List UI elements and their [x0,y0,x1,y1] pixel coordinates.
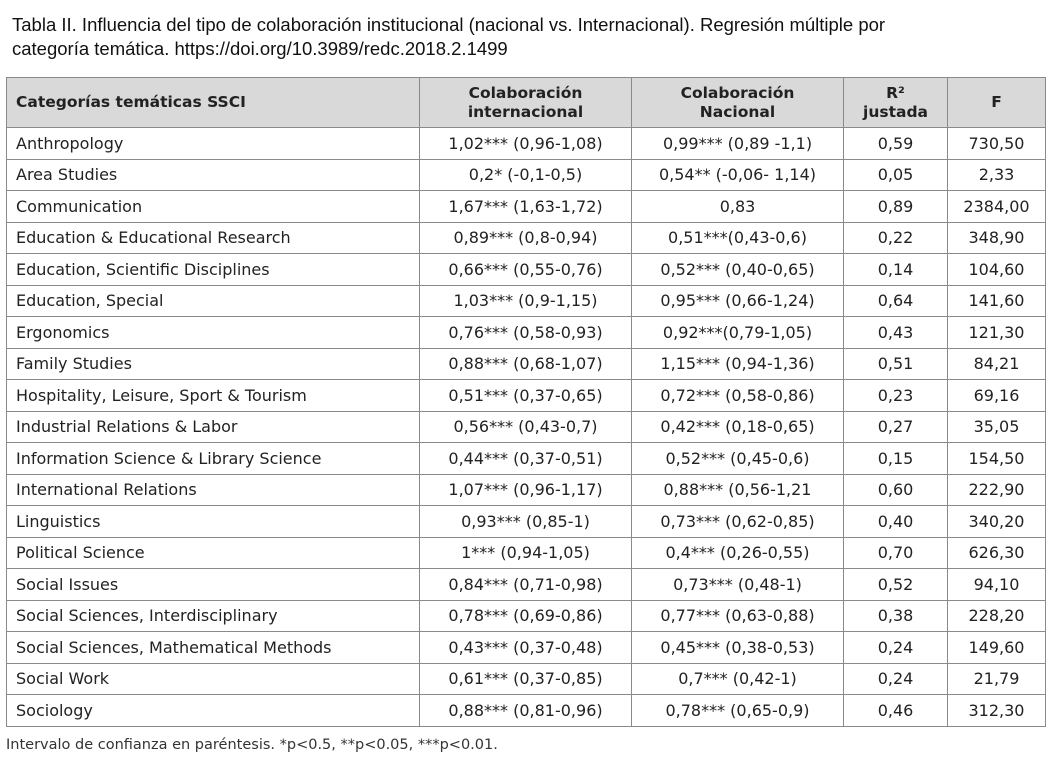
cell-international: 1,67*** (1,63-1,72) [420,191,632,223]
cell-category: Communication [7,191,420,223]
cell-f: 121,30 [948,317,1046,349]
table-caption [12,13,1032,61]
cell-category: Social Work [7,663,420,695]
header-national-line-1: Colaboración [680,83,795,102]
cell-national: 0,88*** (0,56-1,21 [632,474,844,506]
cell-national: 0,78*** (0,65-0,9) [632,695,844,727]
cell-category: Education & Educational Research [7,222,420,254]
header-category: Categorías temáticas SSCI [7,78,420,128]
cell-national: 0,42*** (0,18-0,65) [632,411,844,443]
table-row [7,695,1046,727]
cell-national: 0,54** (-0,06- 1,14) [632,159,844,191]
cell-f: 312,30 [948,695,1046,727]
table-row [7,348,1046,380]
cell-r2: 0,27 [844,411,948,443]
header-r2 [844,78,948,128]
header-row [7,78,1046,128]
cell-category: Area Studies [7,159,420,191]
header-international-line-1: Colaboración [468,83,583,102]
table-row [7,506,1046,538]
caption-line-2: categoría temática. https://doi.org/10.3989/redc.2018.2.1499 [12,38,508,59]
cell-f: 21,79 [948,663,1046,695]
cell-national: 0,92***(0,79-1,05) [632,317,844,349]
cell-category: Industrial Relations & Labor [7,411,420,443]
header-f: F [948,78,1046,128]
cell-r2: 0,60 [844,474,948,506]
cell-national: 0,95*** (0,66-1,24) [632,285,844,317]
cell-international: 0,66*** (0,55-0,76) [420,254,632,286]
cell-r2: 0,38 [844,600,948,632]
header-international-line-2: internacional [467,102,584,121]
table-row [7,380,1046,412]
cell-category: Hospitality, Leisure, Sport & Tourism [7,380,420,412]
table-row [7,222,1046,254]
cell-international: 0,44*** (0,37-0,51) [420,443,632,475]
cell-f: 340,20 [948,506,1046,538]
cell-f: 84,21 [948,348,1046,380]
cell-international: 1,07*** (0,96-1,17) [420,474,632,506]
cell-f: 154,50 [948,443,1046,475]
cell-category: Education, Scientific Disciplines [7,254,420,286]
table-row [7,191,1046,223]
cell-category: Sociology [7,695,420,727]
cell-r2: 0,24 [844,632,948,664]
cell-national: 0,99*** (0,89 -1,1) [632,128,844,160]
cell-national: 0,52*** (0,40-0,65) [632,254,844,286]
caption-line-1: Tabla II. Influencia del tipo de colaboración institucional (nacional vs. Internacional). Regresión múltiple por [12,14,886,35]
cell-f: 141,60 [948,285,1046,317]
cell-r2: 0,51 [844,348,948,380]
cell-international: 0,61*** (0,37-0,85) [420,663,632,695]
table-row [7,317,1046,349]
cell-international: 0,56*** (0,43-0,7) [420,411,632,443]
cell-r2: 0,14 [844,254,948,286]
cell-category: Ergonomics [7,317,420,349]
table-footnote: Intervalo de confianza en paréntesis. *p<0.5, **p<0.05, ***p<0.01. [6,737,498,753]
cell-national: 0,83 [632,191,844,223]
cell-international: 1,03*** (0,9-1,15) [420,285,632,317]
cell-category: International Relations [7,474,420,506]
cell-international: 0,2* (-0,1-0,5) [420,159,632,191]
cell-national: 0,72*** (0,58-0,86) [632,380,844,412]
cell-international: 1*** (0,94-1,05) [420,537,632,569]
header-r2-line-1: R² [886,83,905,102]
cell-national: 1,15*** (0,94-1,36) [632,348,844,380]
cell-international: 0,89*** (0,8-0,94) [420,222,632,254]
table-row [7,128,1046,160]
cell-f: 69,16 [948,380,1046,412]
cell-f: 730,50 [948,128,1046,160]
header-national [632,78,844,128]
cell-category: Education, Special [7,285,420,317]
table-row [7,159,1046,191]
cell-international: 0,88*** (0,68-1,07) [420,348,632,380]
cell-international: 1,02*** (0,96-1,08) [420,128,632,160]
cell-f: 228,20 [948,600,1046,632]
table-row [7,254,1046,286]
cell-f: 222,90 [948,474,1046,506]
cell-r2: 0,89 [844,191,948,223]
cell-international: 0,76*** (0,58-0,93) [420,317,632,349]
cell-international: 0,88*** (0,81-0,96) [420,695,632,727]
cell-category: Social Sciences, Interdisciplinary [7,600,420,632]
cell-r2: 0,23 [844,380,948,412]
cell-international: 0,84*** (0,71-0,98) [420,569,632,601]
cell-r2: 0,59 [844,128,948,160]
cell-international: 0,51*** (0,37-0,65) [420,380,632,412]
header-r2-line-2: justada [863,102,928,121]
cell-r2: 0,40 [844,506,948,538]
cell-category: Information Science & Library Science [7,443,420,475]
cell-national: 0,73*** (0,48-1) [632,569,844,601]
cell-category: Political Science [7,537,420,569]
cell-r2: 0,05 [844,159,948,191]
regression-table [6,77,1046,727]
header-international [420,78,632,128]
table-row [7,632,1046,664]
cell-category: Family Studies [7,348,420,380]
cell-r2: 0,70 [844,537,948,569]
cell-national: 0,77*** (0,63-0,88) [632,600,844,632]
cell-category: Social Sciences, Mathematical Methods [7,632,420,664]
cell-r2: 0,22 [844,222,948,254]
cell-international: 0,78*** (0,69-0,86) [420,600,632,632]
cell-national: 0,45*** (0,38-0,53) [632,632,844,664]
cell-r2: 0,52 [844,569,948,601]
cell-f: 104,60 [948,254,1046,286]
cell-category: Social Issues [7,569,420,601]
table-row [7,569,1046,601]
cell-national: 0,52*** (0,45-0,6) [632,443,844,475]
table-row [7,443,1046,475]
cell-f: 2,33 [948,159,1046,191]
table-row [7,411,1046,443]
cell-international: 0,43*** (0,37-0,48) [420,632,632,664]
cell-f: 94,10 [948,569,1046,601]
cell-category: Anthropology [7,128,420,160]
cell-f: 626,30 [948,537,1046,569]
cell-national: 0,4*** (0,26-0,55) [632,537,844,569]
cell-f: 149,60 [948,632,1046,664]
cell-f: 348,90 [948,222,1046,254]
cell-r2: 0,24 [844,663,948,695]
cell-national: 0,51***(0,43-0,6) [632,222,844,254]
table-row [7,663,1046,695]
table-row [7,285,1046,317]
cell-r2: 0,15 [844,443,948,475]
cell-national: 0,73*** (0,62-0,85) [632,506,844,538]
cell-category: Linguistics [7,506,420,538]
cell-f: 2384,00 [948,191,1046,223]
cell-r2: 0,64 [844,285,948,317]
table-row [7,474,1046,506]
header-national-line-2: Nacional [699,102,776,121]
cell-r2: 0,43 [844,317,948,349]
cell-national: 0,7*** (0,42-1) [632,663,844,695]
table-row [7,600,1046,632]
table-row [7,537,1046,569]
cell-f: 35,05 [948,411,1046,443]
cell-r2: 0,46 [844,695,948,727]
cell-international: 0,93*** (0,85-1) [420,506,632,538]
